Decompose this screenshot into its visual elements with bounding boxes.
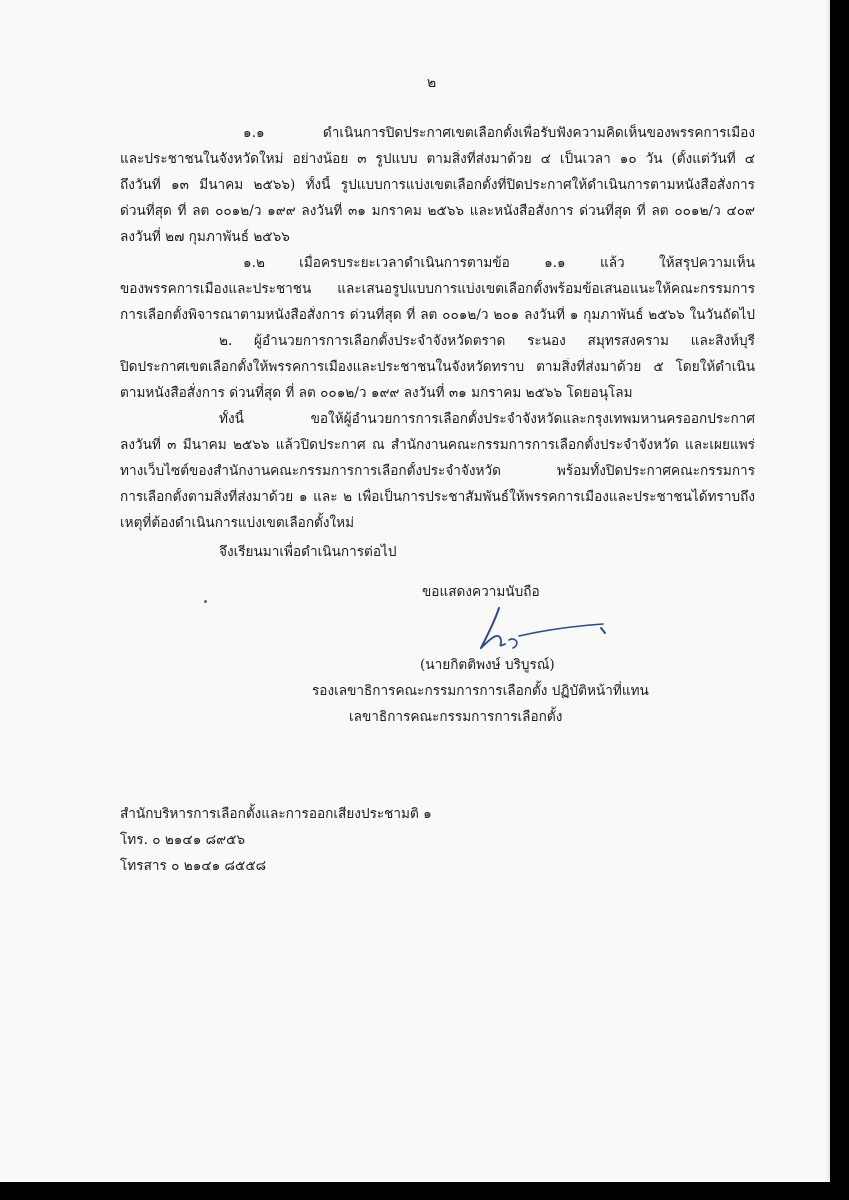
item-1-1-line-4: ด่วนที่สุด ที่ ลต ๐๐๑๒/ว ๑๙๙ ลงวันที่ ๓๑ มกราคม ๒๕๖๖ และหนังสือสั่งการ ด่วนที่สุด ที่ ลต ๐๐๑๒/ว ๔๐๙ [120,203,755,219]
item-1-1-line-1: ๑.๑ ดำเนินการปิดประกาศเขตเลือกตั้งเพื่อรับฟังความคิดเห็นของพรรคการเมือง [243,125,755,141]
item-2-line-3: ตามหนังสือสั่งการ ด่วนที่สุด ที่ ลต ๐๐๑๒/ว ๑๙๙ ลงวันที่ ๓๑ มกราคม ๒๕๖๖ โดยอนุโลม [120,385,633,401]
request-line: จึงเรียนมาเพื่อดำเนินการต่อไป [219,544,397,560]
footer-office: สำนักบริหารการเลือกตั้งและการออกเสียงประชามติ ๑ [120,806,432,822]
item-1-2-line-2: ของพรรคการเมืองและประชาชน และเสนอรูปแบบการแบ่งเขตเลือกตั้งพร้อมข้อเสนอแนะให้คณะกรรมการ [120,281,755,297]
item-2-line-1: ๒. ผู้อำนวยการการเลือกตั้งประจำจังหวัดตราด ระนอง สมุทรสงคราม และสิงห์บุรี [219,333,755,349]
closing-line-5: เหตุที่ต้องดำเนินการแบ่งเขตเลือกตั้งใหม่ [120,515,355,531]
regards-line: ขอแสดงความนับถือ [422,584,540,600]
closing-line-2: ลงวันที่ ๓ มีนาคม ๒๕๖๖ แล้วปิดประกาศ ณ สำนักงานคณะกรรมการการเลือกตั้งประจำจังหวัด และเผยแพร่ [120,437,755,453]
signatory-position-2: เลขาธิการคณะกรรมการการเลือกตั้ง [349,709,563,725]
footer-phone: โทร. ๐ ๒๑๔๑ ๘๙๕๖ [120,832,246,848]
handwritten-signature [475,600,615,660]
item-2-line-2: ปิดประกาศเขตเลือกตั้งให้พรรคการเมืองและประชาชนในจังหวัดทราบ ตามสิ่งที่ส่งมาด้วย ๕ โดยให้ดำเนิน [120,359,755,375]
item-1-1-line-3: ถึงวันที่ ๑๓ มีนาคม ๒๕๖๖) ทั้งนี้ รูปแบบการแบ่งเขตเลือกตั้งที่ปิดประกาศให้ดำเนินการตามหนังสือสั่งการ [120,177,755,193]
page-number: ๒ [427,75,437,91]
footer-fax: โทรสาร ๐ ๒๑๔๑ ๘๕๕๘ [120,858,267,874]
item-1-2-line-3: การเลือกตั้งพิจารณาตามหนังสือสั่งการ ด่วนที่สุด ที่ ลต ๐๐๑๒/ว ๒๐๑ ลงวันที่ ๑ กุมภาพันธ์ ๒๕๖๖ ในวันถัดไป [120,307,755,323]
item-1-2-line-1: ๑.๒ เมื่อครบระยะเวลาดำเนินการตามข้อ ๑.๑ แล้ว ให้สรุปความเห็น [243,255,755,271]
closing-line-4: การเลือกตั้งตามสิ่งที่ส่งมาด้วย ๑ และ ๒ เพื่อเป็นการประชาสัมพันธ์ให้พรรคการเมืองและประชาชนได้ทราบถึง [120,489,755,505]
item-1-1-line-5: ลงวันที่ ๒๗ กุมภาพันธ์ ๒๕๖๖ [120,229,290,245]
closing-line-3: ทางเว็บไซต์ของสำนักงานคณะกรรมการการเลือกตั้งประจำจังหวัด พร้อมทั้งปิดประกาศคณะกรรมการ [120,463,755,479]
scan-speck [204,600,207,603]
signatory-position-1: รองเลขาธิการคณะกรรมการการเลือกตั้ง ปฏิบัติหน้าที่แทน [312,683,649,699]
closing-line-1: ทั้งนี้ ขอให้ผู้อำนวยการการเลือกตั้งประจำจังหวัดและกรุงเทพมหานครออกประกาศ [219,411,755,427]
item-1-1-line-2: และประชาชนในจังหวัดใหม่ อย่างน้อย ๓ รูปแบบ ตามสิ่งที่ส่งมาด้วย ๔ เป็นเวลา ๑๐ วัน (ตั้งแต่วันที่ ๔ [120,151,755,167]
signatory-name: (นายกิตติพงษ์ บริบูรณ์) [420,657,555,673]
